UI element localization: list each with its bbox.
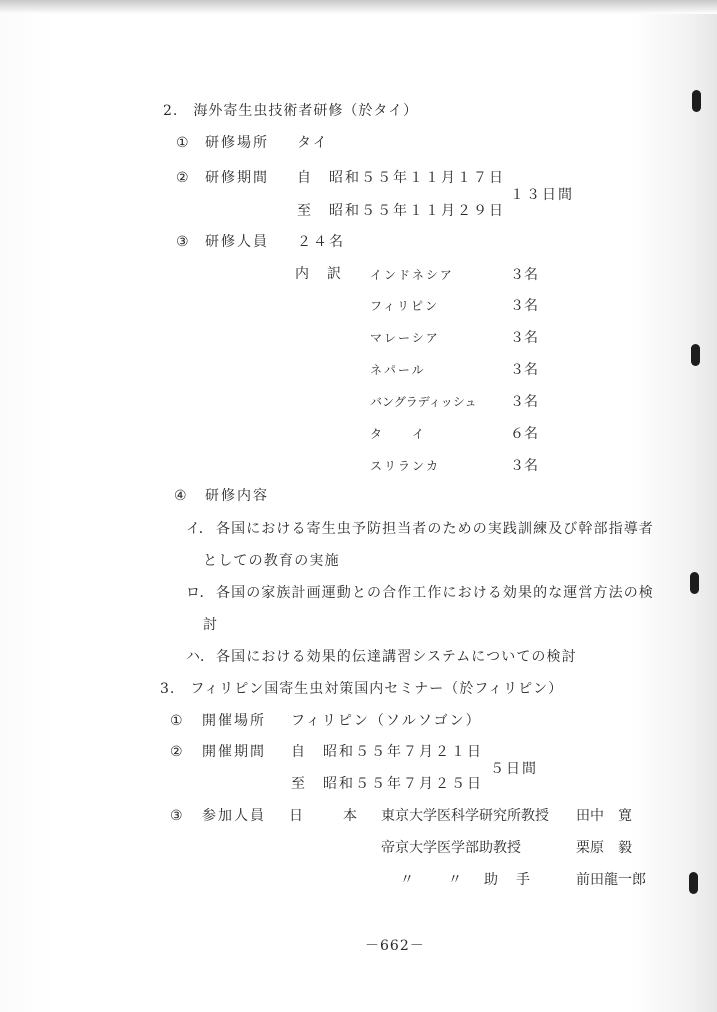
participant-affiliation: 東京大学医科学研究所教授 bbox=[381, 808, 549, 824]
item-label: 研修期間 bbox=[205, 170, 269, 186]
punch-hole bbox=[692, 90, 701, 112]
participant-country: 日 本 bbox=[289, 808, 361, 824]
breakdown-count: ３名 bbox=[510, 362, 538, 378]
breakdown-country: フィリピン bbox=[370, 299, 440, 313]
point-text: 各国の家族計画運動との合作工作における効果的な運営方法の検 bbox=[216, 585, 654, 601]
item-number: ③ bbox=[170, 808, 183, 824]
period-from: 自 昭和５５年１１月１７日 bbox=[297, 170, 505, 186]
item-label: 参加人員 bbox=[202, 808, 266, 824]
ditto-marks: 〃 〃 bbox=[400, 872, 464, 888]
point-mark: イ． bbox=[186, 521, 213, 537]
item-label: 開催場所 bbox=[202, 713, 266, 729]
breakdown-label: 内 訳 bbox=[295, 266, 343, 282]
scan-top-edge bbox=[0, 0, 717, 14]
period-to: 至 昭和５５年７月２５日 bbox=[291, 776, 483, 792]
item-label: 研修場所 bbox=[205, 135, 269, 151]
item-number: ① bbox=[176, 135, 189, 151]
item-number: ② bbox=[170, 744, 183, 760]
period-from: 自 昭和５５年７月２１日 bbox=[291, 744, 483, 760]
breakdown-country: ネパール bbox=[370, 363, 426, 377]
section-2-heading: 2. 海外寄生虫技術者研修（於タイ） bbox=[163, 103, 419, 119]
page-number: －662－ bbox=[365, 938, 425, 954]
item-number: ③ bbox=[176, 234, 189, 250]
participant-role: 助 手 bbox=[484, 872, 532, 888]
point-text: 各国における寄生虫予防担当者のための実践訓練及び幹部指導者 bbox=[216, 521, 654, 537]
breakdown-count: ３名 bbox=[510, 458, 538, 474]
period-duration: １３日間 bbox=[510, 187, 574, 203]
item-value: タイ bbox=[297, 135, 329, 151]
item-label: 研修人員 bbox=[205, 234, 269, 250]
item-value: ２４名 bbox=[297, 234, 345, 250]
breakdown-country: マレーシア bbox=[370, 331, 440, 345]
point-text: 各国における効果的伝達講習システムについての検討 bbox=[216, 649, 577, 665]
breakdown-count: ３名 bbox=[510, 330, 538, 346]
participant-name: 前田龍一郎 bbox=[576, 872, 646, 888]
breakdown-country: スリランカ bbox=[370, 459, 441, 473]
breakdown-count: ３名 bbox=[510, 394, 538, 410]
point-mark: ハ． bbox=[186, 649, 214, 665]
period-to: 至 昭和５５年１１月２９日 bbox=[297, 203, 505, 219]
item-value: フィリピン（ソルソゴン） bbox=[291, 713, 482, 729]
item-label: 研修内容 bbox=[205, 488, 269, 504]
participant-name: 田中 寛 bbox=[576, 808, 632, 824]
breakdown-country: タ イ bbox=[370, 427, 427, 441]
breakdown-count: ３名 bbox=[510, 298, 538, 314]
breakdown-count: ３名 bbox=[510, 267, 538, 283]
breakdown-country: バングラディッシュ bbox=[370, 395, 477, 409]
item-number: ④ bbox=[174, 488, 187, 504]
item-label: 開催期間 bbox=[202, 744, 266, 760]
point-mark: ロ． bbox=[186, 585, 214, 601]
item-number: ② bbox=[176, 170, 189, 186]
punch-hole bbox=[691, 344, 700, 366]
breakdown-country: インドネシア bbox=[370, 268, 454, 282]
breakdown-count: ６名 bbox=[510, 426, 538, 442]
point-text: としての教育の実施 bbox=[203, 553, 340, 569]
period-duration: ５日間 bbox=[490, 761, 538, 777]
item-number: ① bbox=[170, 713, 183, 729]
punch-hole bbox=[689, 872, 698, 894]
participant-name: 栗原 毅 bbox=[576, 840, 632, 856]
point-text: 討 bbox=[203, 617, 217, 633]
section-3-heading: 3. フィリピン国寄生虫対策国内セミナー（於フィリピン） bbox=[160, 681, 564, 697]
participant-affiliation: 帝京大学医学部助教授 bbox=[381, 840, 521, 856]
punch-hole bbox=[690, 572, 699, 594]
